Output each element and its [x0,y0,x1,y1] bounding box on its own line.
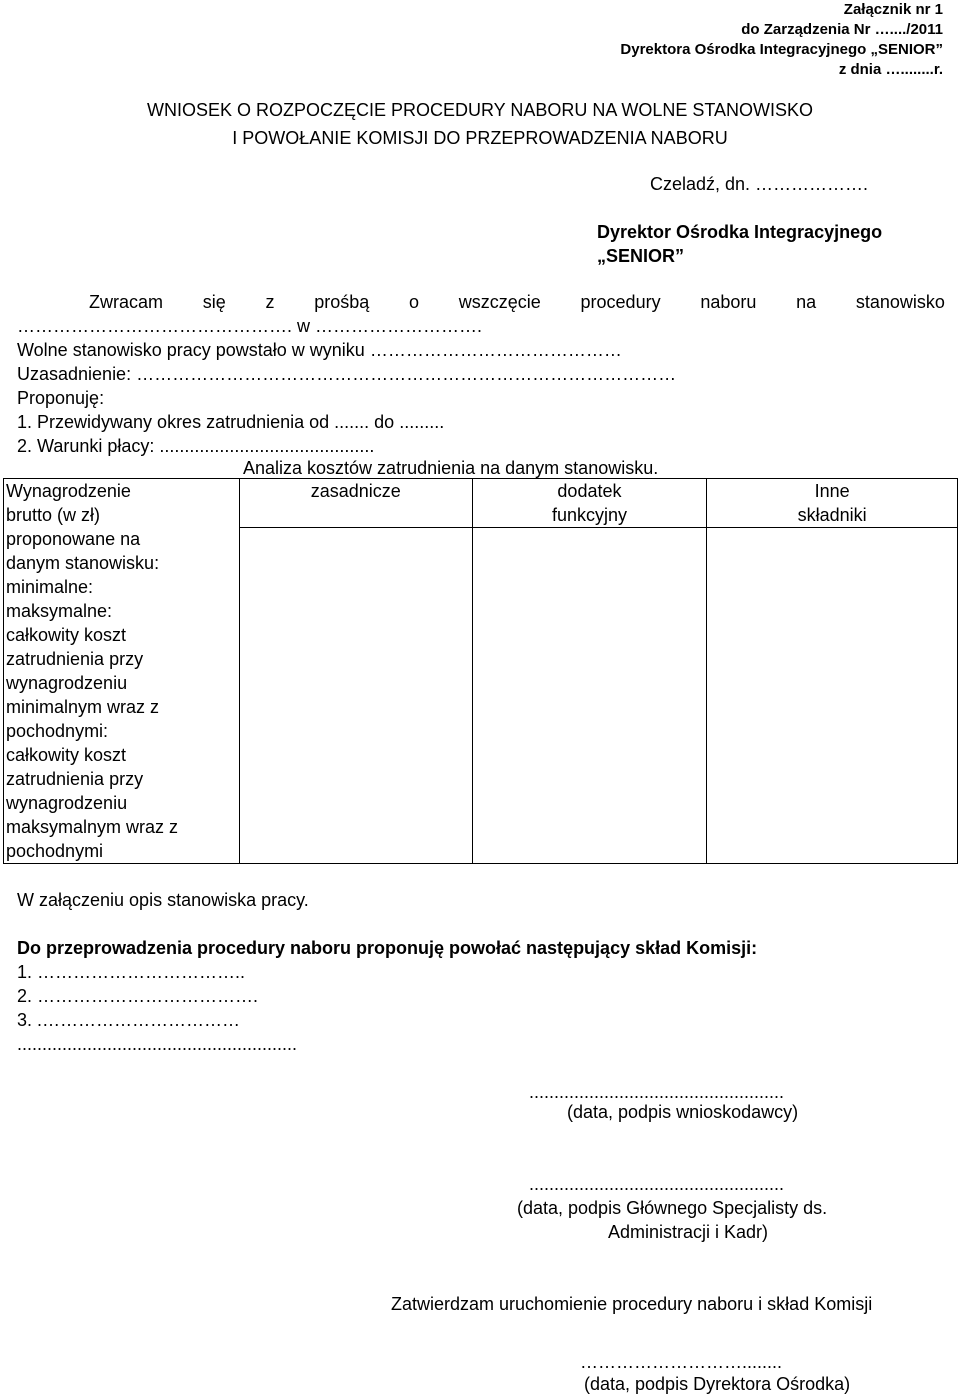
row-header-line: pochodnymi [6,841,104,861]
row-header-line: Wynagrodzenie [6,481,131,501]
annex-line-2: do Zarządzenia Nr …..../2011 [741,21,943,38]
cost-analysis-table [3,478,958,864]
commission-item-1: 1. …………………………….. [17,962,246,982]
column-header-function-bonus [472,479,707,528]
request-word: o [409,292,420,312]
column-header-line: składniki [797,505,867,525]
addressee-line-2: „SENIOR” [597,246,685,266]
row-header-line: minimalnym wraz z [6,697,160,717]
request-line-7: 2. Warunki płacy: ........................................... [17,436,375,456]
signature-hr-dots: ................................................... [529,1174,785,1194]
row-header-line: wynagrodzeniu [6,793,128,813]
request-word: prośbą [314,292,370,312]
row-header-line: pochodnymi: [6,721,109,741]
approval-statement: Zatwierdzam uruchomienie procedury naboru i skład Komisji [391,1294,873,1314]
request-line-5: Proponuję: [17,388,105,408]
row-header-line: maksymalnym wraz z [6,817,179,837]
annex-line-3: Dyrektora Ośrodka Integracyjnego „SENIOR” [620,41,943,58]
row-header-line: minimalne: [6,577,94,597]
request-word: naboru [700,292,757,312]
row-header-line: wynagrodzeniu [6,673,128,693]
signature-hr-label-2: Administracji i Kadr) [608,1222,769,1242]
table-caption: Analiza kosztów zatrudnienia na danym stanowisku. [243,458,659,478]
signature-director-label: (data, podpis Dyrektora Ośrodka) [584,1374,851,1394]
request-word: wszczęcie [458,292,541,312]
request-word: Zwracam [89,292,164,312]
column-header-line: dodatek [557,481,622,501]
annex-header [620,0,943,80]
row-header-line: zatrudnienia przy [6,769,144,789]
request-word: stanowisko [855,292,945,312]
attachment-note: W załączeniu opis stanowiska pracy. [17,890,309,910]
title-line-1: WNIOSEK O ROZPOCZĘCIE PROCEDURY NABORU NA WOLNE STANOWISKO [146,100,814,120]
value-cell-other-components [707,528,958,864]
row-header-line: danym stanowisku: [6,553,160,573]
annex-line-1: Załącznik nr 1 [843,1,943,18]
request-word: na [796,292,817,312]
row-header-line: całkowity koszt [6,745,127,765]
request-line-4: Uzasadnienie: ……………………………………………………………………………… [17,364,677,384]
row-header-line: proponowane na [6,529,141,549]
row-header-line: brutto (w zł) [6,505,101,525]
value-cell-base-salary [239,528,472,864]
place-date: Czeladź, dn. ………………. [650,174,869,194]
annex-line-4: z dnia …........r. [838,61,943,78]
value-cell-function-bonus [472,528,707,864]
commission-item-more: ........................................................ [17,1034,298,1054]
request-line-3: Wolne stanowisko pracy powstało w wyniku …………………………………… [17,340,622,360]
commission-item-3: 3. .…………………………… [17,1010,241,1030]
column-header-base-salary [239,479,472,528]
request-word: z [265,292,275,312]
signature-director-dots: ………………………........ [580,1352,783,1372]
signature-applicant-dots: ................................................... [529,1082,785,1102]
addressee-line-1: Dyrektor Ośrodka Integracyjnego [597,222,883,242]
commission-item-2: 2. ………………………………. [17,986,259,1006]
request-line-2: ………………………………………. w ………………………. [17,316,483,336]
commission-heading: Do przeprowadzenia procedury naboru proponuję powołać następujący skład Komisji: [17,938,758,958]
signature-hr-label-1: (data, podpis Głównego Specjalisty ds. [517,1198,828,1218]
request-line-1 [89,290,945,314]
row-header-line: zatrudnienia przy [6,649,144,669]
request-word: się [202,292,226,312]
column-header-line: zasadnicze [310,481,401,501]
signature-applicant-label: (data, podpis wnioskodawcy) [567,1102,799,1122]
column-header-other-components [707,479,958,528]
document-title [0,96,960,152]
title-line-2: I POWOŁANIE KOMISJI DO PRZEPROWADZENIA NABORU [232,128,728,148]
row-header-cell [4,479,240,864]
column-header-line: funkcyjny [551,505,627,525]
row-header-line: całkowity koszt [6,625,127,645]
request-line-6: 1. Przewidywany okres zatrudnienia od ....... do ......... [17,412,445,432]
row-header-line: maksymalne: [6,601,113,621]
column-header-line: Inne [814,481,850,501]
request-word: procedury [580,292,661,312]
